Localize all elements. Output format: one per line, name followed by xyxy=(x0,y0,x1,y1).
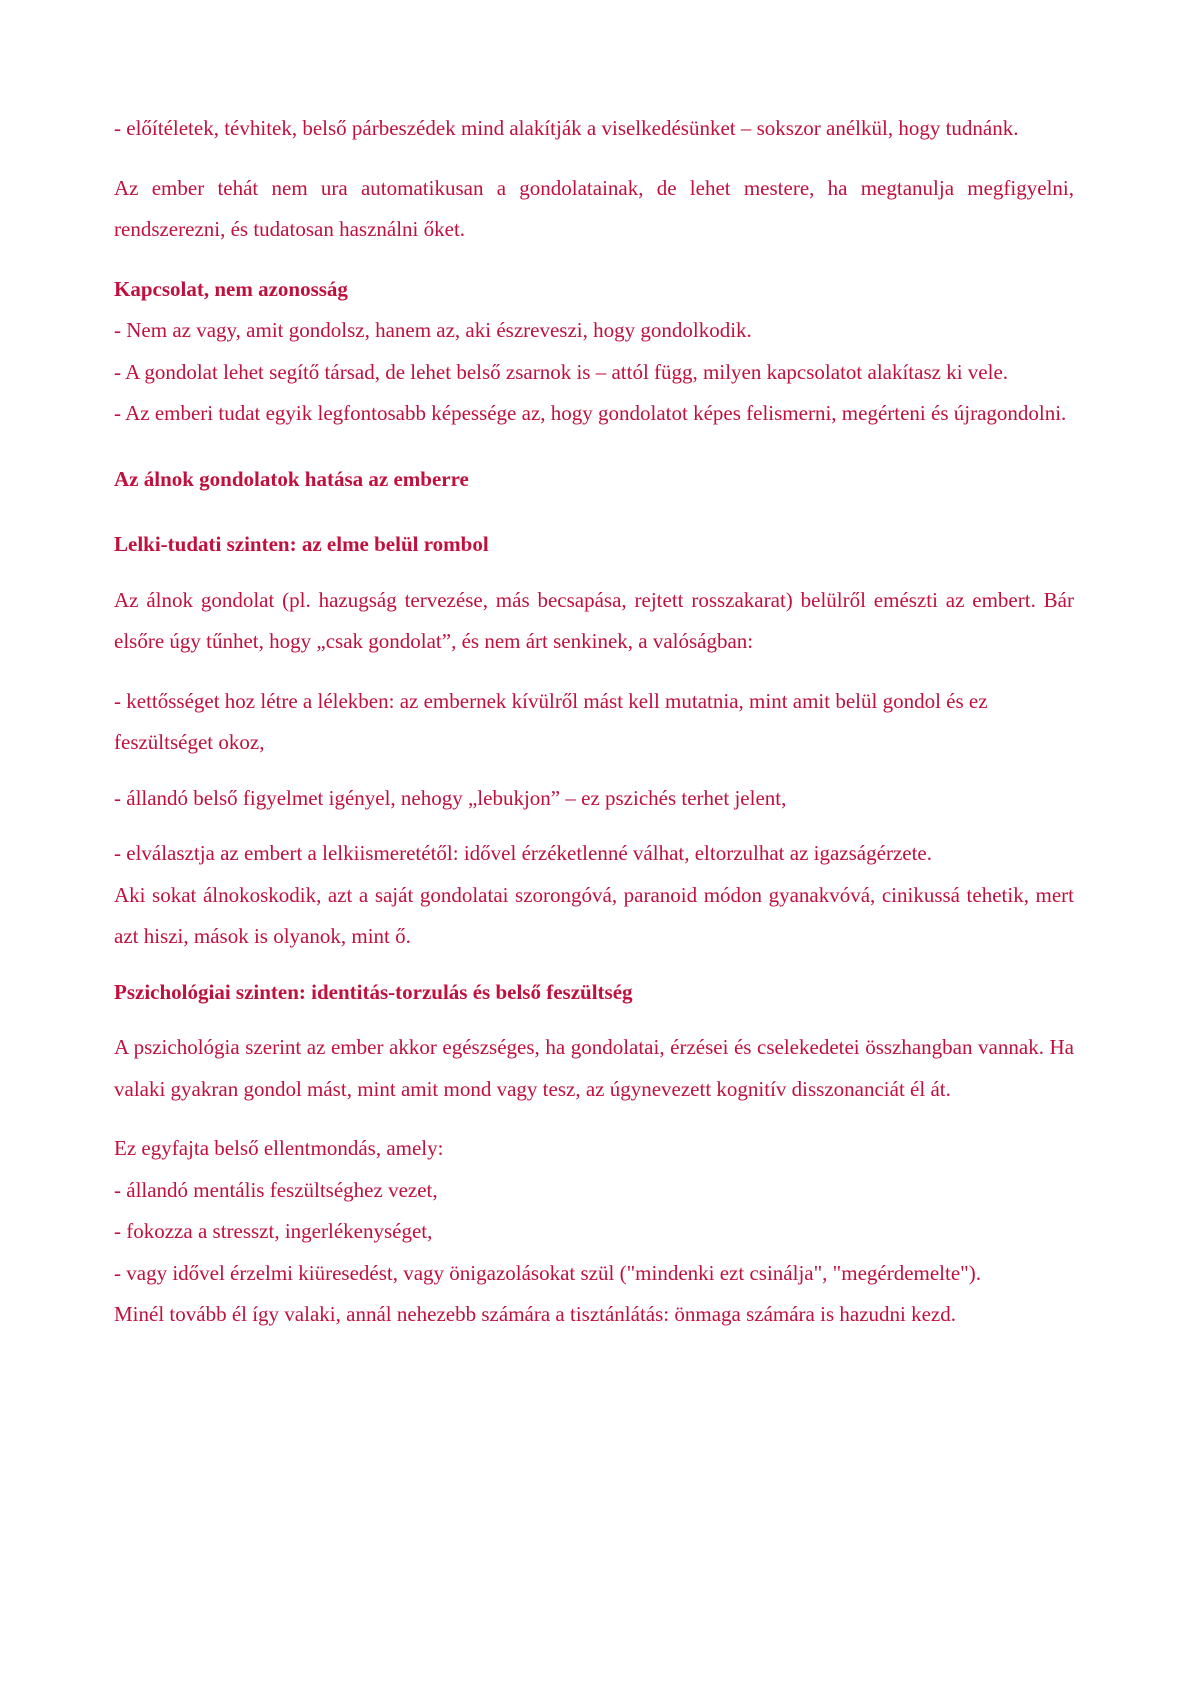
bullet-paragraph: - elválasztja az embert a lelkiismeretétől: idővel érzéketlenné válhat, eltorzulhat az igazságérzete. xyxy=(114,841,932,865)
body-paragraph: Ez egyfajta belső ellentmondás, amely: xyxy=(114,1136,444,1160)
section-heading: Az álnok gondolatok hatása az emberre xyxy=(114,466,469,491)
body-paragraph: Minél tovább él így valaki, annál nehezebb számára a tisztánlátás: önmaga számára is hazudni kezd. xyxy=(114,1302,956,1326)
section-heading: Pszichológiai szinten: identitás-torzulás és belső feszültség xyxy=(114,979,633,1004)
bullet-paragraph: - Az emberi tudat egyik legfontosabb képessége az, hogy gondolatot képes felismerni, megérteni és újragondolni. xyxy=(114,401,1067,425)
bullet-paragraph: - vagy idővel érzelmi kiüresedést, vagy önigazolásokat szül ("mindenki ezt csinálja", "megérdemelte"). xyxy=(114,1260,981,1285)
body-paragraph: Az ember tehát nem ura automatikusan a gondolatainak, de lehet mestere, ha megtanulja megfigyelni, rendszerezni, és tudatosan használni őket. xyxy=(114,175,1074,241)
section-heading: Kapcsolat, nem azonosság xyxy=(114,276,348,301)
body-paragraph: Az álnok gondolat (pl. hazugság tervezése, más becsapása, rejtett rosszakarat) belülről emészti az embert. Bár elsőre úgy tűnhet, hogy „csak gondolat”, és nem árt senkinek, a valóságban: xyxy=(114,587,1074,653)
body-paragraph: Aki sokat álnokoskodik, azt a saját gondolatai szorongóvá, paranoid módon gyanakvóvá, cinikussá tehetik, mert azt hiszi, mások is olyanok, mint ő. xyxy=(114,882,1074,948)
bullet-paragraph: - A gondolat lehet segítő társad, de lehet belső zsarnok is – attól függ, milyen kapcsolatot alakítasz ki vele. xyxy=(114,359,1009,384)
bullet-paragraph: - előítéletek, tévhitek, belső párbeszédek mind alakítják a viselkedésünket – sokszor anélkül, hogy tudnánk. xyxy=(114,116,1019,140)
document-page xyxy=(114,108,1074,1336)
bullet-paragraph: - kettősséget hoz létre a lélekben: az embernek kívülről mást kell mutatnia, mint amit belül gondol és ez feszültséget okoz, xyxy=(114,688,988,754)
section-heading: Lelki-tudati szinten: az elme belül rombol xyxy=(114,532,489,556)
body-paragraph: A pszichológia szerint az ember akkor egészséges, ha gondolatai, érzései és cselekedetei összhangban vannak. Ha valaki gyakran gondol mást, mint amit mond vagy tesz, az úgynevezett kognitív disszonanciát él át. xyxy=(114,1035,1074,1101)
bullet-paragraph: - állandó mentális feszültséghez vezet, xyxy=(114,1177,438,1202)
bullet-paragraph: - állandó belső figyelmet igényel, nehogy „lebukjon” – ez pszichés terhet jelent, xyxy=(114,785,787,810)
bullet-paragraph: - Nem az vagy, amit gondolsz, hanem az, aki észreveszi, hogy gondolkodik. xyxy=(114,318,752,342)
bullet-paragraph: - fokozza a stresszt, ingerlékenységet, xyxy=(114,1219,433,1243)
